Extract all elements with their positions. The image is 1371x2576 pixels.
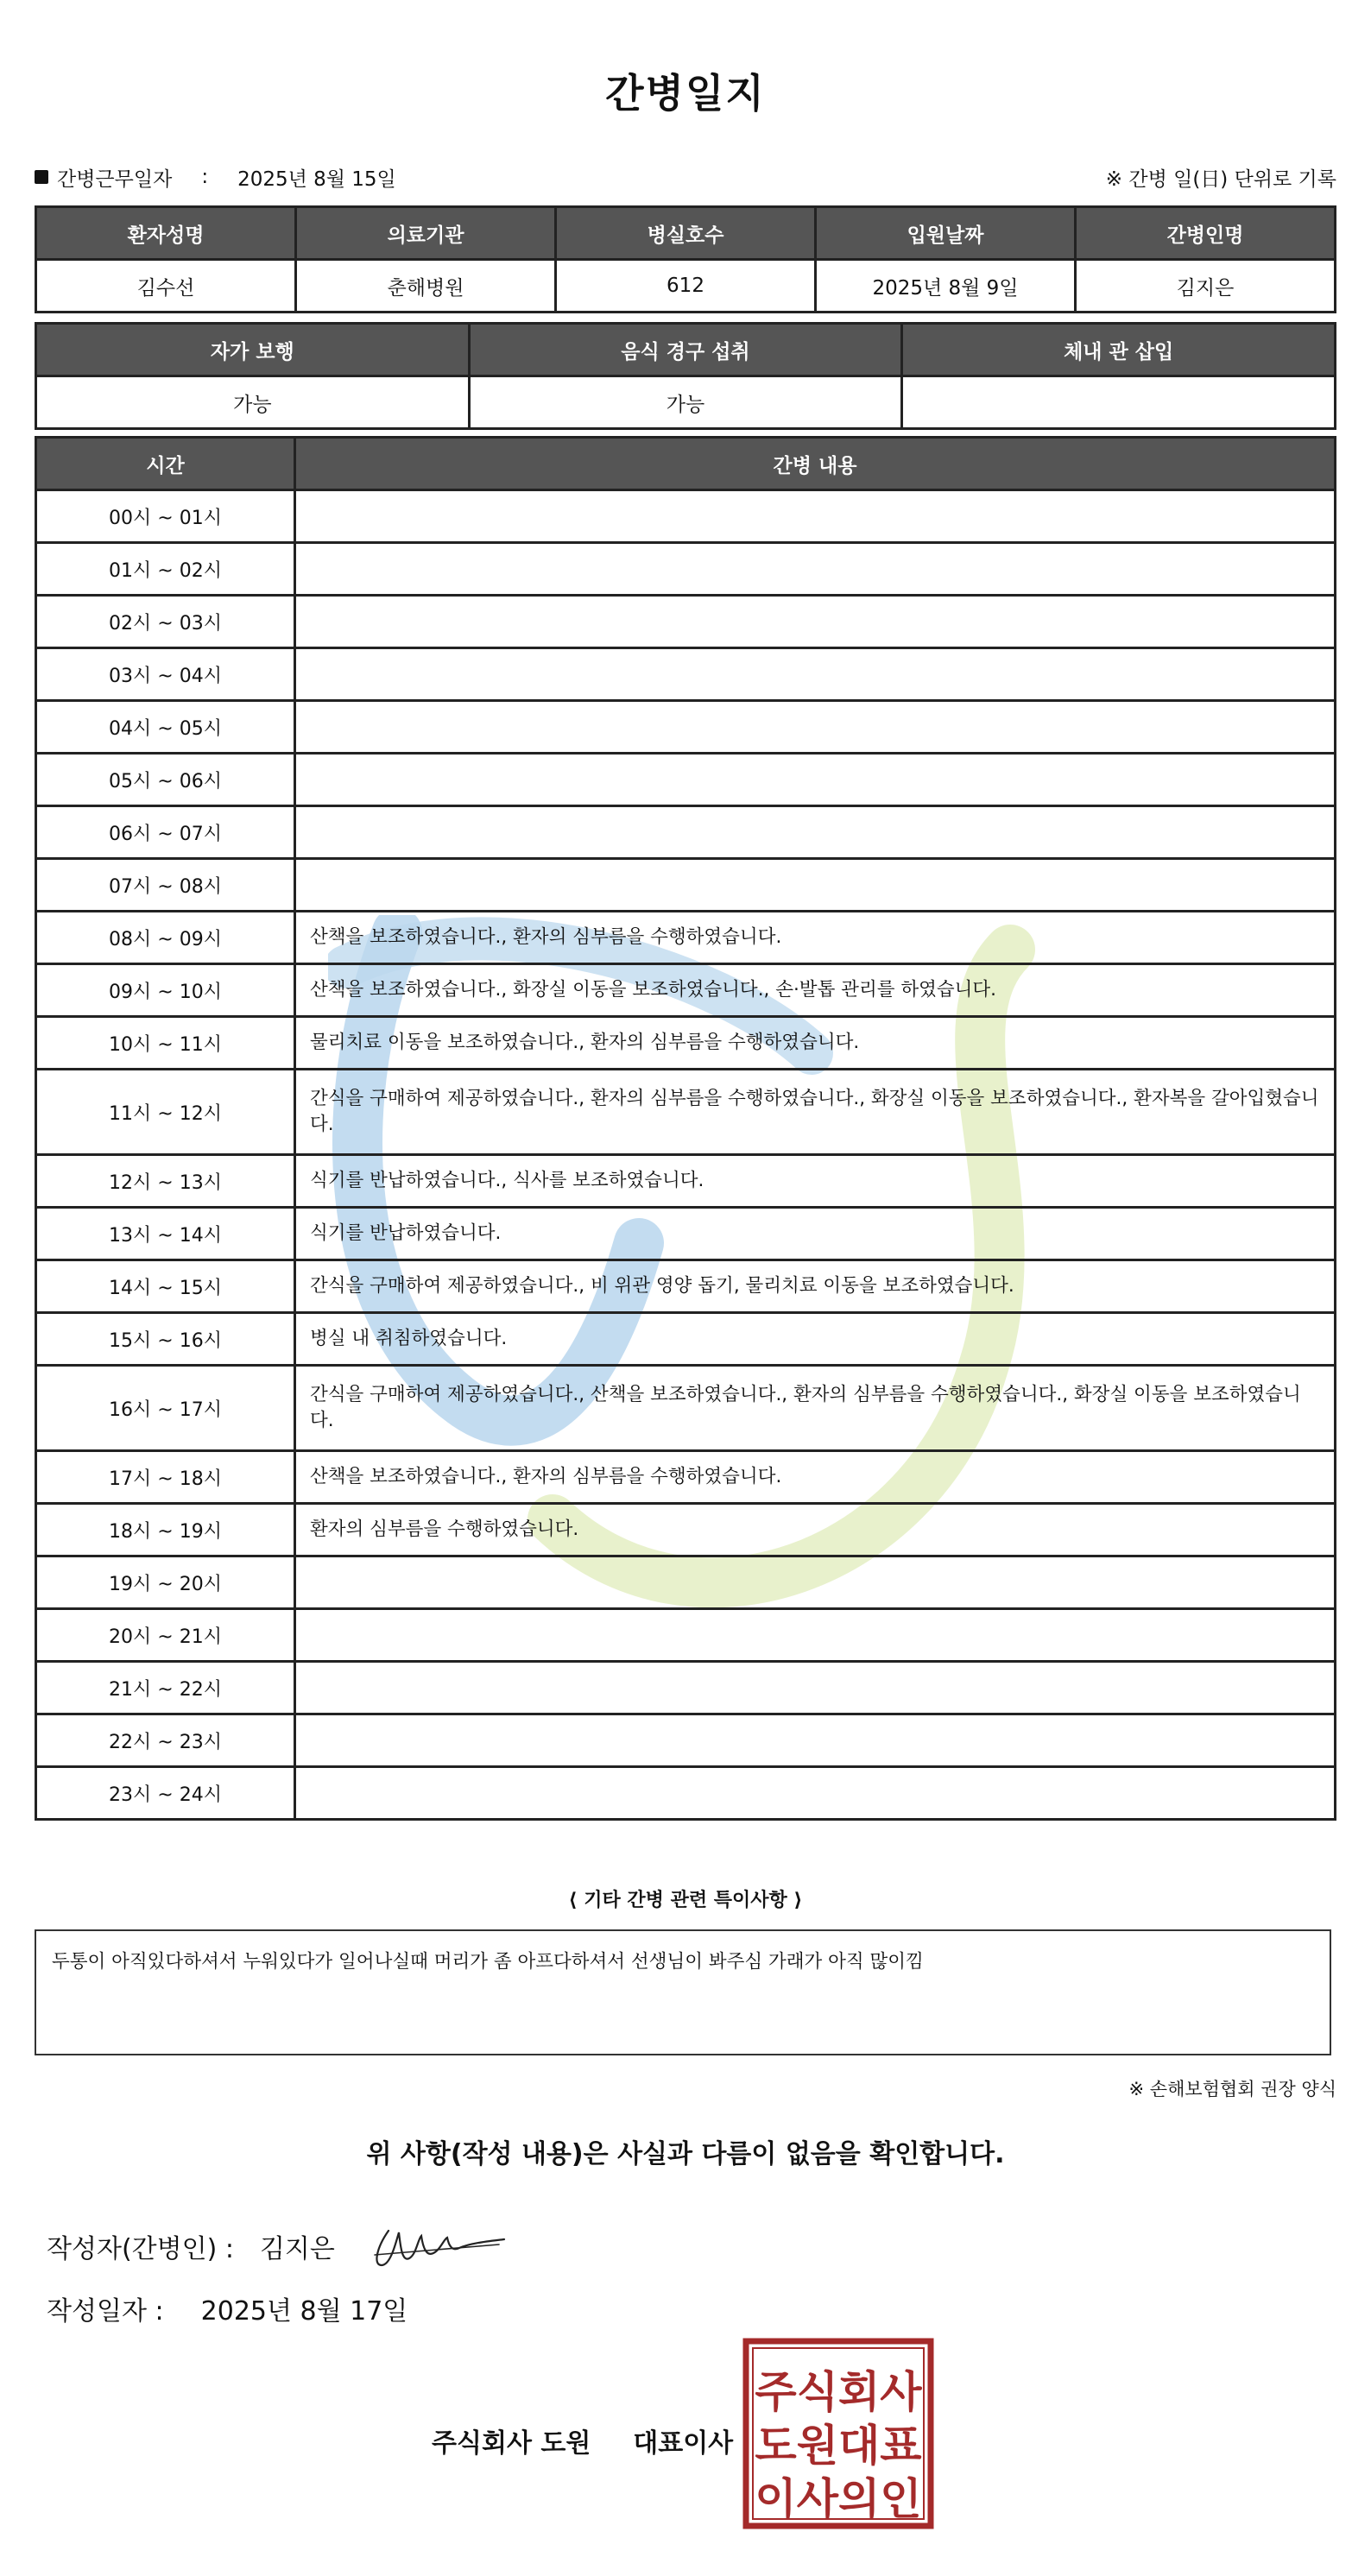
time-cell: 01시 ~ 02시 — [36, 543, 295, 596]
room-number: 612 — [556, 260, 816, 313]
svg-text:도원대표: 도원대표 — [755, 2421, 922, 2471]
header-hospital: 의료기관 — [296, 207, 556, 260]
content-cell: 환자의 심부름을 수행하였습니다. — [295, 1504, 1336, 1556]
author-label: 작성자(간병인) : — [47, 2234, 234, 2264]
signature-image — [370, 2213, 508, 2274]
time-cell: 02시 ~ 03시 — [36, 596, 295, 648]
meta-row — [35, 162, 1336, 192]
time-cell: 21시 ~ 22시 — [36, 1662, 295, 1714]
unit-note: ※ 간병 일(日) 단위로 기록 — [1105, 167, 1336, 191]
content-cell: 산책을 보조하였습니다., 환자의 심부름을 수행하였습니다. — [295, 912, 1336, 964]
table-row — [36, 912, 1336, 964]
content-cell: 간식을 구매하여 제공하였습니다., 비 위관 영양 돕기, 물리치료 이동을 보조하였습니다. — [295, 1260, 1336, 1313]
ability-header-row — [36, 324, 1336, 376]
table-row — [36, 1504, 1336, 1556]
header-caregiver-name: 간병인명 — [1076, 207, 1336, 260]
time-cell: 08시 ~ 09시 — [36, 912, 295, 964]
table-row — [36, 964, 1336, 1017]
content-cell — [295, 754, 1336, 806]
work-date-value: 2025년 8월 15일 — [237, 167, 396, 191]
time-cell: 22시 ~ 23시 — [36, 1714, 295, 1767]
time-cell: 17시 ~ 18시 — [36, 1451, 295, 1504]
company-name: 주식회사 도원 — [432, 2428, 591, 2459]
confirmation-statement: 위 사항(작성 내용)은 사실과 다름이 없음을 확인합니다. — [366, 2139, 1005, 2169]
time-cell: 04시 ~ 05시 — [36, 701, 295, 754]
patient-info-value-row — [36, 260, 1336, 313]
content-cell — [295, 1662, 1336, 1714]
form-note: ※ 손해보험협회 권장 양식 — [1128, 2079, 1336, 2099]
table-row — [36, 1662, 1336, 1714]
table-row — [36, 1260, 1336, 1313]
author-name: 김지은 — [259, 2234, 335, 2264]
content-cell — [295, 806, 1336, 859]
time-cell: 18시 ~ 19시 — [36, 1504, 295, 1556]
table-row — [36, 754, 1336, 806]
company-signature — [432, 2421, 733, 2459]
self-walk-value: 가능 — [36, 376, 470, 429]
header-care-content: 간병 내용 — [295, 438, 1336, 490]
content-cell: 산책을 보조하였습니다., 환자의 심부름을 수행하였습니다. — [295, 1451, 1336, 1504]
content-cell: 산책을 보조하였습니다., 화장실 이동을 보조하였습니다., 손·발톱 관리를 하였습니다. — [295, 964, 1336, 1017]
care-log-page — [35, 0, 1336, 2576]
time-cell: 16시 ~ 17시 — [36, 1366, 295, 1451]
time-cell: 12시 ~ 13시 — [36, 1155, 295, 1208]
work-date-separator: : — [201, 166, 209, 188]
content-cell: 식기를 반납하였습니다. — [295, 1208, 1336, 1260]
content-cell: 물리치료 이동을 보조하였습니다., 환자의 심부름을 수행하였습니다. — [295, 1017, 1336, 1070]
table-row — [36, 1451, 1336, 1504]
content-cell — [295, 543, 1336, 596]
content-cell: 간식을 구매하여 제공하였습니다., 산책을 보조하였습니다., 환자의 심부름을 수행하였습니다., 화장실 이동을 보조하였습니다. — [295, 1366, 1336, 1451]
content-cell — [295, 1714, 1336, 1767]
table-row — [36, 1208, 1336, 1260]
company-seal — [742, 2338, 934, 2529]
time-cell: 13시 ~ 14시 — [36, 1208, 295, 1260]
work-date-label: 간병근무일자 — [57, 167, 173, 191]
svg-text:이사의인: 이사의인 — [755, 2474, 922, 2524]
content-cell — [295, 1609, 1336, 1662]
time-cell: 14시 ~ 15시 — [36, 1260, 295, 1313]
table-row — [36, 1609, 1336, 1662]
table-row — [36, 543, 1336, 596]
content-cell — [295, 490, 1336, 543]
content-cell: 병실 내 취침하였습니다. — [295, 1313, 1336, 1366]
header-time: 시간 — [36, 438, 295, 490]
admission-date: 2025년 8월 9일 — [816, 260, 1076, 313]
content-cell — [295, 1767, 1336, 1820]
content-cell — [295, 648, 1336, 701]
patient-info-table — [35, 205, 1336, 313]
header-oral-intake: 음식 경구 섭취 — [469, 324, 902, 376]
table-row — [36, 806, 1336, 859]
table-row — [36, 1313, 1336, 1366]
bullet-square-icon — [35, 170, 48, 184]
content-cell — [295, 701, 1336, 754]
content-cell — [295, 596, 1336, 648]
table-row — [36, 490, 1336, 543]
time-cell: 20시 ~ 21시 — [36, 1609, 295, 1662]
special-notes-box: 두통이 아직있다하셔서 누워있다가 일어나실때 머리가 좀 아프다하셔서 선생님이 봐주심 가래가 아직 많이낌 — [35, 1929, 1331, 2055]
table-row — [36, 596, 1336, 648]
patient-name: 김수선 — [36, 260, 296, 313]
time-cell: 05시 ~ 06시 — [36, 754, 295, 806]
table-row — [36, 1556, 1336, 1609]
table-row — [36, 701, 1336, 754]
content-cell — [295, 1556, 1336, 1609]
author-line — [47, 2227, 335, 2265]
table-row — [36, 1017, 1336, 1070]
table-row — [36, 859, 1336, 912]
page-title: 간병일지 — [605, 70, 766, 117]
content-cell — [295, 859, 1336, 912]
written-date-line — [47, 2289, 408, 2327]
patient-info-header-row — [36, 207, 1336, 260]
header-admission-date: 입원날짜 — [816, 207, 1076, 260]
time-cell: 10시 ~ 11시 — [36, 1017, 295, 1070]
ability-info-table — [35, 322, 1336, 430]
ability-value-row — [36, 376, 1336, 429]
work-date — [35, 163, 396, 192]
table-row — [36, 1070, 1336, 1155]
care-log-header-row — [36, 438, 1336, 490]
special-notes-title: ⟨ 기타 간병 관련 특이사항 ⟩ — [568, 1890, 803, 1911]
header-self-walk: 자가 보행 — [36, 324, 470, 376]
table-row — [36, 1366, 1336, 1451]
caregiver-name: 김지은 — [1076, 260, 1336, 313]
time-cell: 15시 ~ 16시 — [36, 1313, 295, 1366]
oral-intake-value: 가능 — [469, 376, 902, 429]
time-cell: 00시 ~ 01시 — [36, 490, 295, 543]
time-cell: 07시 ~ 08시 — [36, 859, 295, 912]
time-cell: 03시 ~ 04시 — [36, 648, 295, 701]
time-cell: 23시 ~ 24시 — [36, 1767, 295, 1820]
time-cell: 11시 ~ 12시 — [36, 1070, 295, 1155]
written-date-value: 2025년 8월 17일 — [200, 2296, 408, 2327]
table-row — [36, 1767, 1336, 1820]
time-cell: 09시 ~ 10시 — [36, 964, 295, 1017]
content-cell: 식기를 반납하였습니다., 식사를 보조하였습니다. — [295, 1155, 1336, 1208]
header-tube-insertion: 체내 관 삽입 — [902, 324, 1336, 376]
svg-text:주식회사: 주식회사 — [755, 2367, 922, 2417]
time-cell: 06시 ~ 07시 — [36, 806, 295, 859]
tube-insertion-value — [902, 376, 1336, 429]
hospital-name: 춘해병원 — [296, 260, 556, 313]
company-role: 대표이사 — [633, 2428, 734, 2459]
header-room: 병실호수 — [556, 207, 816, 260]
time-cell: 19시 ~ 20시 — [36, 1556, 295, 1609]
content-cell: 간식을 구매하여 제공하였습니다., 환자의 심부름을 수행하였습니다., 화장실 이동을 보조하였습니다., 환자복을 갈아입혔습니다. — [295, 1070, 1336, 1155]
header-patient-name: 환자성명 — [36, 207, 296, 260]
care-log-table — [35, 436, 1336, 1821]
table-row — [36, 648, 1336, 701]
table-row — [36, 1155, 1336, 1208]
written-date-label: 작성일자 : — [47, 2296, 164, 2327]
table-row — [36, 1714, 1336, 1767]
